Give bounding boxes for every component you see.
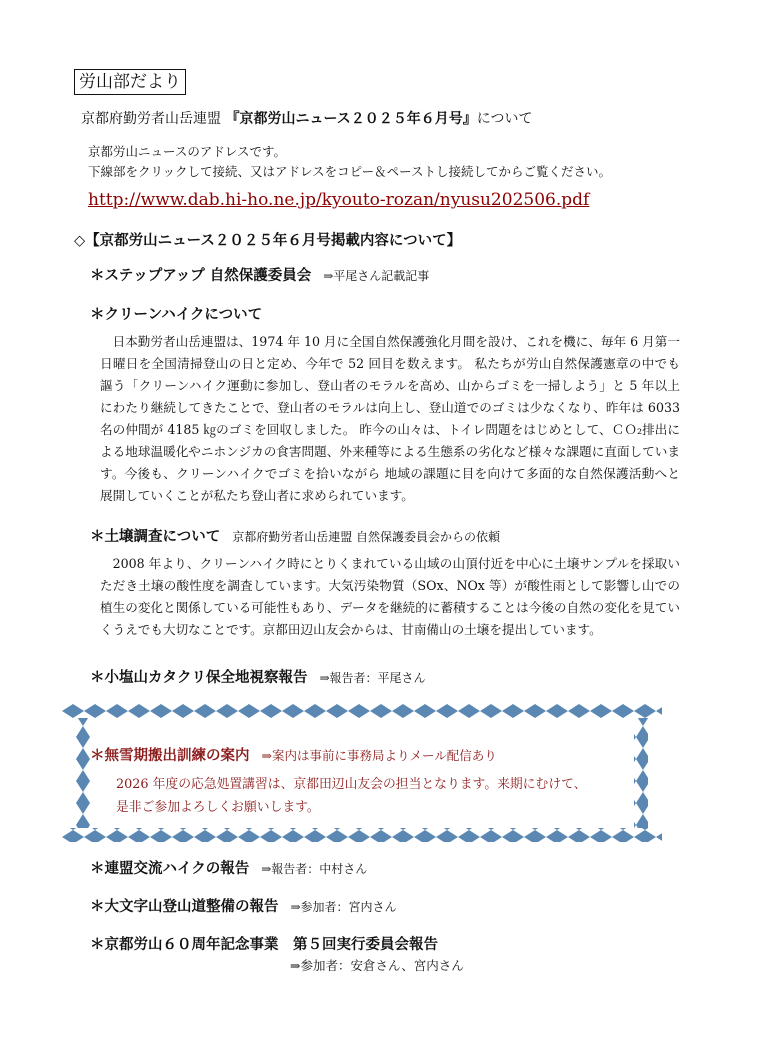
contents-heading: ◇【京都労山ニュース２０２５年６月号掲載内容について】 xyxy=(74,232,462,249)
bullet-star: ＊ xyxy=(90,936,105,953)
soil-survey-paragraph: 2008 年より、クリーンハイク時にとりくまれている山域の山頂付近を中心に土壌サンプルを採取いただき土壌の酸性度を調査しています。大気汚染物質（SOx、NOx 等）が酸性雨として影響し山での植生の変化と関係している可能性もあり、データを継続的に蓄積することは今後の自然の変化を見ていくうえでも大切なことです。京都田辺山友会からは、甘南備山の土壌を提出しています。 xyxy=(100,556,681,637)
snowless-line1: 2026 年度の応急処置講習は、京都田辺山友会の担当となります。来期にむけて、 xyxy=(116,777,587,792)
item-title: 土壌調査について xyxy=(104,528,221,545)
item-note: ⇒参加者：宮内さん xyxy=(290,900,397,914)
item-title: 京都労山６０周年記念事業 第５回実行委員会報告 xyxy=(104,936,438,953)
intro-suffix: について xyxy=(476,111,533,127)
frame-right-border xyxy=(634,718,648,828)
item-anniversary xyxy=(90,933,438,954)
bullet-star: ＊ xyxy=(90,860,105,877)
newsletter-title: 『京都労山ニュース２０２５年６月号』 xyxy=(225,111,477,127)
snowless-line2: 是非ご参加よろしくお願いします。 xyxy=(116,800,320,815)
intro-prefix: 京都府勤労者山岳連盟 xyxy=(81,111,221,127)
item-title: 連盟交流ハイクの報告 xyxy=(104,860,250,877)
newsletter-link[interactable]: http://www.dab.hi-ho.ne.jp/kyouto-rozan/nyusu202506.pdf xyxy=(88,190,590,210)
item-renmei-hike xyxy=(90,857,367,878)
item-note: ⇒案内は事前に事務局よりメール配信あり xyxy=(261,748,497,763)
item-note: ⇒報告者：中村さん xyxy=(261,862,368,876)
item-title: 無雪期搬出訓練の案内 xyxy=(104,747,250,764)
frame-top-border xyxy=(62,704,662,718)
item-soil-survey xyxy=(90,525,500,546)
bullet-star: ＊ xyxy=(90,747,105,764)
frame-left-border xyxy=(76,718,90,828)
item-title: 小塩山カタクリ保全地視察報告 xyxy=(104,669,308,686)
bullet-star: ＊ xyxy=(90,528,105,545)
item-daimonji xyxy=(90,895,397,916)
page-title: 労山部だより xyxy=(74,69,186,95)
item-snowless-training xyxy=(90,744,497,765)
bullet-star: ＊ xyxy=(90,267,105,284)
link-info-line2: 下線部をクリックして接続、又はアドレスをコピー＆ペーストし接続してからご覧ください。 xyxy=(88,164,612,179)
link-info-line1: 京都労山ニュースのアドレスです。 xyxy=(88,144,287,159)
bullet-star: ＊ xyxy=(90,306,105,323)
bullet-star: ＊ xyxy=(90,669,105,686)
item-note: ⇒平尾さん記載記事 xyxy=(323,269,430,283)
anniversary-note: ⇒参加者：安倉さん、宮内さん xyxy=(290,958,464,973)
item-koshio-report xyxy=(90,666,426,687)
item-note: ⇒報告者：平尾さん xyxy=(319,671,426,685)
item-step-up xyxy=(90,264,429,285)
bullet-star: ＊ xyxy=(90,898,105,915)
clean-hike-paragraph: 日本勤労者山岳連盟は、1974 年 10 月に全国自然保護強化月間を設け、これを機に、毎年 6 月第一日曜日を全国清掃登山の日と定め、今年で 52 回目を数えます。 私たちが労山自然保護憲章の中でも謳う「クリーンハイク運動に参加し、登山者のモラルを高め、山からゴミを一掃しよう」と 5 年以上にわたり継続してきたことで、登山者のモラルは向上し、登山道でのゴミは少なくなり、昨年は 6033 名の仲間が 4185 ㎏のゴミを回収しました。 昨今の山々は、トイレ問題をはじめとして、ＣＯ₂排出による地球温暖化やニホンジカの食害問題、外来種等による生態系の劣化など様々な課題に直面しています。今後も、クリーンハイクでゴミを拾いながら 地域の課題に目を向けて多面的な自然保護活動へと展開していくことが私たち登山者に求められています。 xyxy=(100,334,680,503)
intro-line xyxy=(81,108,533,128)
item-title: 大文字山登山道整備の報告 xyxy=(104,898,279,915)
item-note: 京都府勤労者山岳連盟 自然保護委員会からの依頼 xyxy=(232,530,501,544)
frame-bottom-border xyxy=(62,828,662,842)
item-title: クリーンハイクについて xyxy=(104,306,263,323)
item-title: ステップアップ 自然保護委員会 xyxy=(104,267,312,284)
item-clean-hike xyxy=(90,303,262,324)
